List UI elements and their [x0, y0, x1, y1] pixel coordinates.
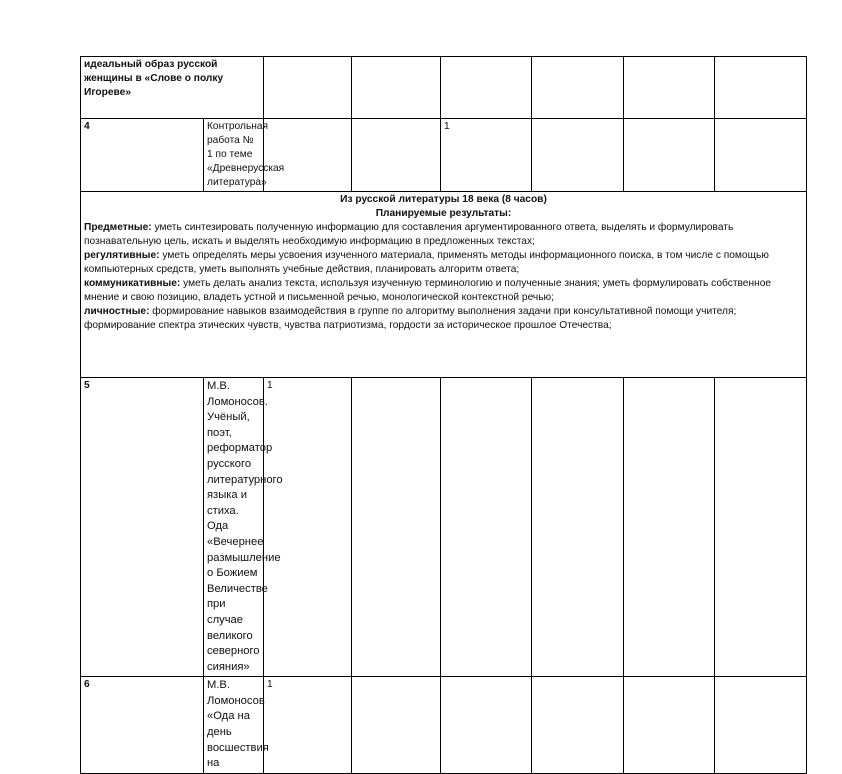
table-cell — [441, 378, 532, 677]
table-cell — [624, 119, 715, 192]
table-cell — [715, 677, 807, 774]
table-cell — [532, 57, 624, 119]
table-row — [81, 57, 807, 119]
section-cell — [81, 192, 807, 378]
hours-cell: 1 — [264, 378, 352, 677]
hours-cell: 1 — [264, 677, 352, 774]
section-row — [81, 192, 807, 378]
table-cell — [624, 378, 715, 677]
table-cell — [532, 677, 624, 774]
table-row — [81, 119, 807, 192]
table-cell — [624, 57, 715, 119]
lesson-topic-cell: идеальный образ русской женщины в «Слове о полку Игореве» — [81, 57, 264, 119]
lesson-number-cell: 6 — [81, 677, 204, 774]
table-cell — [352, 57, 441, 119]
lesson-topic-cell: М.В. Ломоносов «Ода на день восшествия на — [204, 677, 264, 774]
results-label: личностные: — [84, 306, 150, 317]
table-cell — [715, 378, 807, 677]
hours-cell — [264, 57, 352, 119]
table-cell — [441, 57, 532, 119]
results-label: регулятивные: — [84, 250, 160, 261]
results-label: коммуникативные: — [84, 278, 181, 289]
table-row — [81, 378, 807, 677]
results-label: Предметные: — [84, 222, 152, 233]
lesson-number-cell: 5 — [81, 378, 204, 677]
table-cell — [352, 378, 441, 677]
table-cell — [352, 677, 441, 774]
table-cell: 1 — [441, 119, 532, 192]
table-row — [81, 677, 807, 774]
results-text: формирование навыков взаимодействия в группе по алгоритму выполнения задачи при консультативной помощи учителя; формирование спектра этических чувств, чувства патриотизма, гордости за историческое прошлое Отечества; — [84, 306, 737, 331]
results-paragraph — [84, 277, 803, 305]
hours-cell — [264, 119, 352, 192]
table-cell — [715, 57, 807, 119]
section-subtitle: Планируемые результаты: — [375, 208, 512, 219]
results-text: уметь делать анализ текста, используя изученную терминологию и полученные знания; уметь формулировать собственное мнение и свою позицию, владеть устной и письменной речью, монологической контекстной речью; — [84, 278, 772, 303]
lesson-number-cell: 4 — [81, 119, 204, 192]
results-text: уметь синтезировать полученную информацию для составления аргументированного ответа, выделять и формулировать познавательную цель, искать и выделять необходимую информацию в предложенных текстах; — [84, 222, 734, 247]
table-cell — [715, 119, 807, 192]
lesson-plan-table — [80, 56, 807, 774]
results-paragraph — [84, 249, 803, 277]
lesson-topic-cell: Контрольная работа № 1 по теме «Древнерусская литература» — [204, 119, 264, 192]
table-cell — [624, 677, 715, 774]
table-cell — [532, 119, 624, 192]
table-cell — [441, 677, 532, 774]
results-text: уметь определять меры усвоения изученного материала, применять методы информационного поиска, в том числе с помощью компьютерных средств, уметь выполнять учебные действия, планировать алгоритм ответа; — [84, 250, 769, 275]
table-cell — [352, 119, 441, 192]
results-paragraph — [84, 221, 803, 249]
results-paragraph — [84, 305, 803, 333]
lesson-topic-cell: М.В. Ломоносов. Учёный, поэт, реформатор русского литературного языка и стиха. Ода «Вечернее размышление о Божием Величестве при случае великого северного сияния» — [204, 378, 264, 677]
table-cell — [532, 378, 624, 677]
section-title: Из русской литературы 18 века (8 часов) — [340, 194, 547, 205]
